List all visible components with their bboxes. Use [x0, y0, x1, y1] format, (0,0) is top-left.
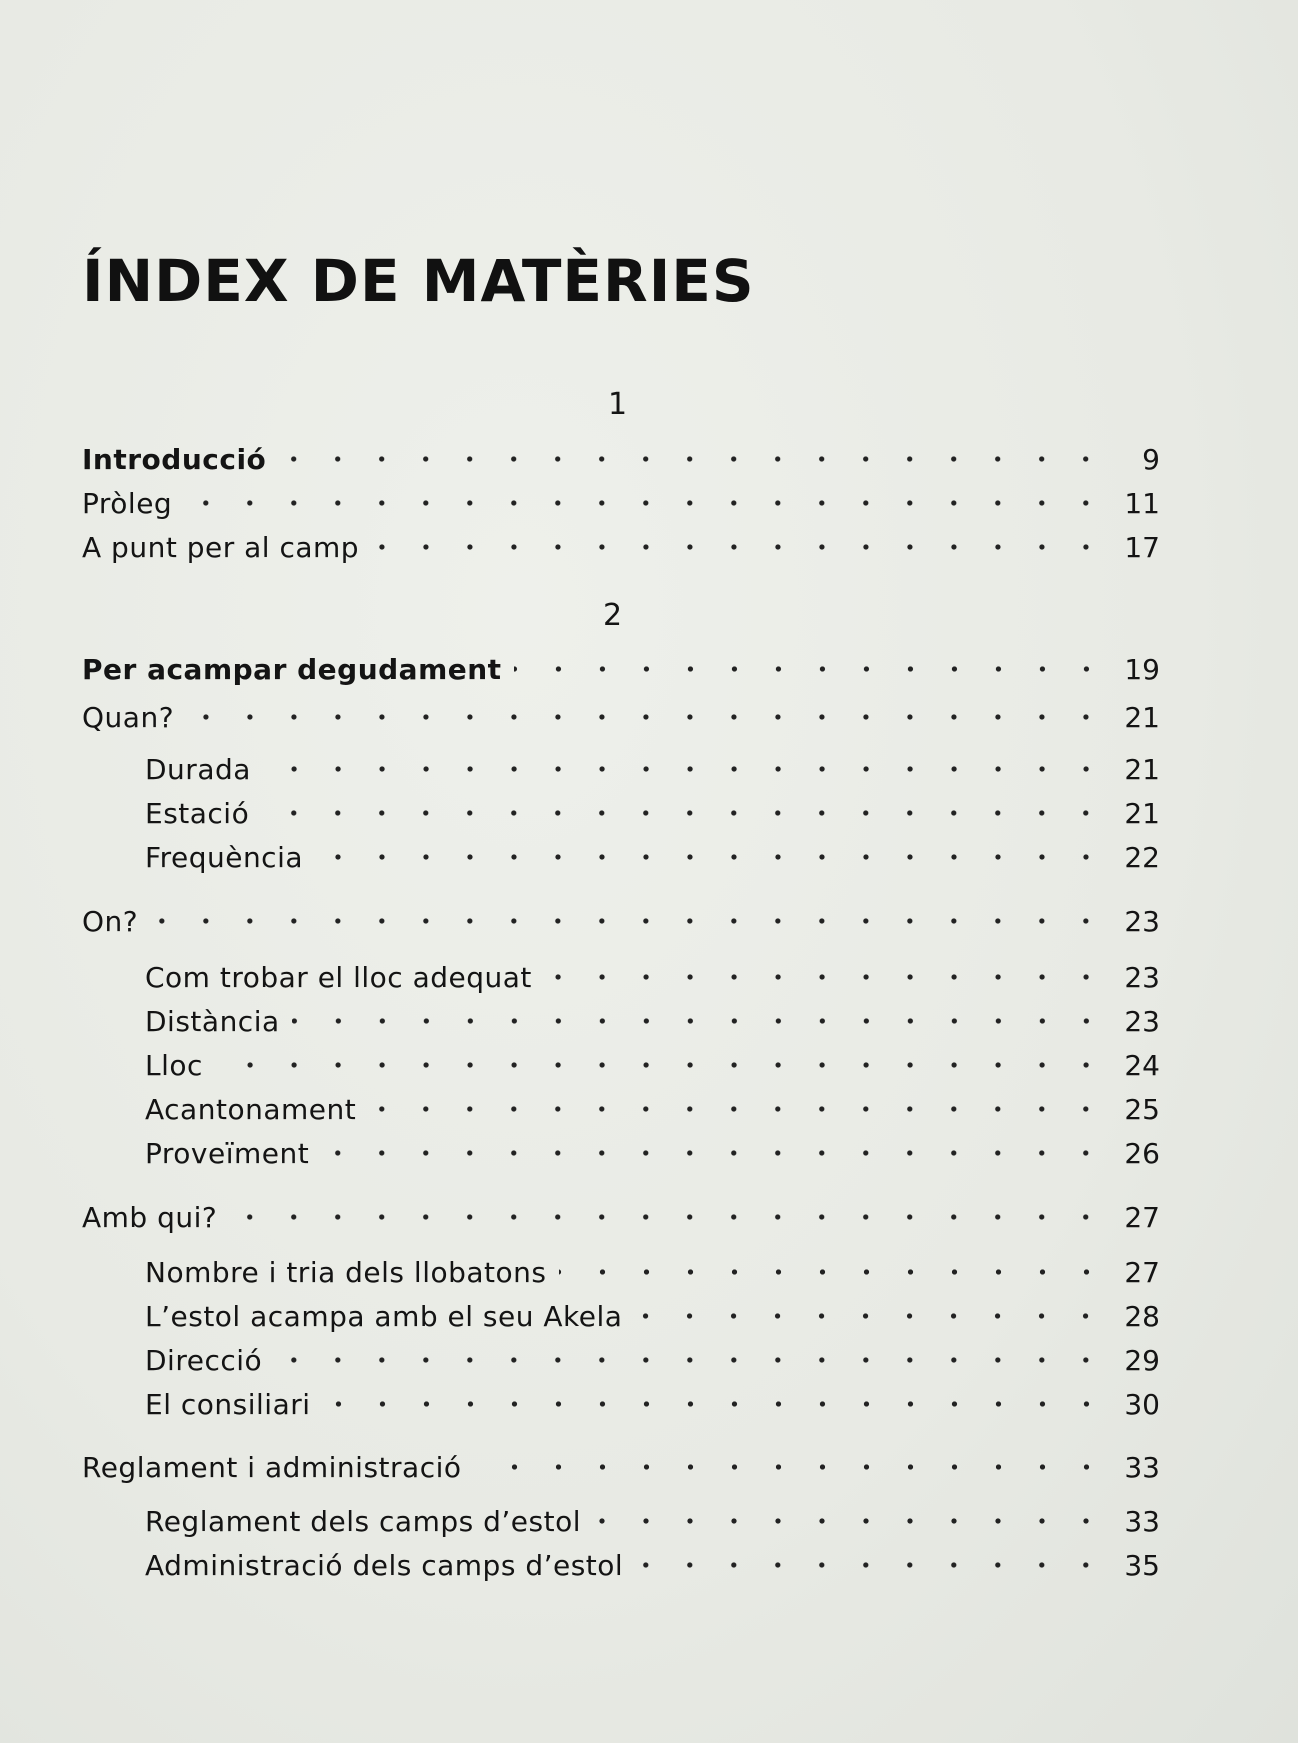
dot-leader — [261, 798, 1108, 828]
toc-entry-page: 23 — [1124, 1005, 1160, 1039]
toc-entry-label: A punt per al camp — [82, 531, 360, 565]
toc-entry[interactable] — [82, 1190, 1160, 1234]
dot-leader — [215, 1050, 1108, 1080]
toc-entry[interactable] — [145, 1377, 1160, 1421]
dot-leader — [514, 654, 1108, 684]
toc-entry-label: Frequència — [145, 841, 304, 875]
toc-entry-page: 28 — [1124, 1300, 1160, 1334]
toc-entry[interactable] — [82, 690, 1160, 734]
toc-entry-page: 33 — [1124, 1451, 1160, 1485]
toc-entry-label: Lloc — [145, 1049, 203, 1083]
toc-entry-label: Introducció — [82, 443, 267, 477]
toc-entry-label: Acantonament — [145, 1093, 357, 1127]
dot-leader — [321, 1138, 1108, 1168]
toc-entry-page: 27 — [1124, 1201, 1160, 1235]
toc-entry-label: Com trobar el lloc adequat — [145, 961, 532, 995]
toc-entry-page: 27 — [1124, 1256, 1160, 1290]
section-number-1: 1 — [608, 387, 628, 422]
toc-entry-page: 21 — [1124, 753, 1160, 787]
toc-entry-page: 33 — [1124, 1505, 1160, 1539]
toc-entry[interactable] — [145, 1538, 1160, 1582]
toc-entry[interactable] — [82, 894, 1160, 938]
toc-entry[interactable] — [145, 742, 1160, 786]
toc-entry-page: 25 — [1124, 1093, 1160, 1127]
dot-leader — [292, 1006, 1108, 1036]
dot-leader — [368, 1094, 1108, 1124]
toc-entry-label: Reglament i administració — [82, 1451, 462, 1485]
toc-entry-label: Proveïment — [145, 1137, 310, 1171]
toc-entry[interactable] — [82, 1440, 1160, 1484]
toc-entry-page: 24 — [1124, 1049, 1160, 1083]
toc-entry-label: Direcció — [145, 1344, 263, 1378]
toc-entry[interactable] — [145, 830, 1160, 874]
toc-entry[interactable] — [145, 786, 1160, 830]
toc-entry-page: 35 — [1124, 1549, 1160, 1583]
toc-entry-page: 9 — [1142, 443, 1160, 477]
dot-leader — [315, 842, 1108, 872]
section-number-2: 2 — [603, 598, 623, 633]
toc-entry[interactable] — [145, 1038, 1160, 1082]
dot-leader — [150, 906, 1108, 936]
dot-leader — [263, 754, 1108, 784]
dot-leader — [559, 1257, 1109, 1287]
toc-entry-label: Pròleg — [82, 487, 173, 521]
toc-entry-label: L’estol acampa amb el seu Akela — [145, 1300, 623, 1334]
toc-entry-page: 23 — [1124, 905, 1160, 939]
toc-entry-label: El consiliari — [145, 1388, 311, 1422]
dot-leader — [593, 1506, 1108, 1536]
toc-entry-label: On? — [82, 905, 139, 939]
dot-leader — [184, 488, 1108, 518]
toc-entry[interactable] — [145, 950, 1160, 994]
toc-entry-page: 17 — [1124, 531, 1160, 565]
toc-entry-page: 29 — [1124, 1344, 1160, 1378]
toc-entry-page: 21 — [1124, 797, 1160, 831]
dot-leader — [323, 1389, 1108, 1419]
toc-entry[interactable] — [82, 476, 1160, 520]
toc-entry-page: 26 — [1124, 1137, 1160, 1171]
toc-entry-label: Administració dels camps d’estol — [145, 1549, 624, 1583]
toc-entry[interactable] — [145, 994, 1160, 1038]
dot-leader — [544, 962, 1108, 992]
toc-entry[interactable] — [82, 520, 1160, 564]
toc-entry[interactable] — [145, 1289, 1160, 1333]
toc-entry[interactable] — [145, 1494, 1160, 1538]
toc-entry-label: Distància — [145, 1005, 280, 1039]
dot-leader — [274, 1345, 1108, 1375]
toc-entry[interactable] — [145, 1082, 1160, 1126]
dot-leader — [634, 1301, 1108, 1331]
toc-entry[interactable] — [82, 642, 1160, 686]
dot-leader — [229, 1202, 1108, 1232]
toc-entry-label: Nombre i tria dels llobatons — [145, 1256, 547, 1290]
toc-entry[interactable] — [145, 1245, 1160, 1289]
dot-leader — [186, 702, 1108, 732]
toc-entry[interactable] — [82, 432, 1160, 476]
toc-entry-label: Quan? — [82, 701, 175, 735]
toc-entry-page: 22 — [1124, 841, 1160, 875]
dot-leader — [371, 532, 1108, 562]
toc-entry-page: 21 — [1124, 701, 1160, 735]
page-title: ÍNDEX DE MATÈRIES — [82, 247, 755, 315]
toc-entry-label: Amb qui? — [82, 1201, 218, 1235]
toc-entry-page: 11 — [1124, 487, 1160, 521]
dot-leader — [278, 444, 1108, 474]
toc-entry-label: Estació — [145, 797, 250, 831]
toc-entry[interactable] — [145, 1126, 1160, 1170]
toc-entry-page: 23 — [1124, 961, 1160, 995]
toc-entry-label: Per acampar degudament — [82, 653, 502, 687]
dot-leader — [635, 1550, 1108, 1580]
dot-leader — [474, 1452, 1109, 1482]
toc-entry-label: Reglament dels camps d’estol — [145, 1505, 581, 1539]
toc-entry[interactable] — [145, 1333, 1160, 1377]
toc-entry-page: 19 — [1124, 653, 1160, 687]
toc-entry-page: 30 — [1124, 1388, 1160, 1422]
toc-entry-label: Durada — [145, 753, 251, 787]
